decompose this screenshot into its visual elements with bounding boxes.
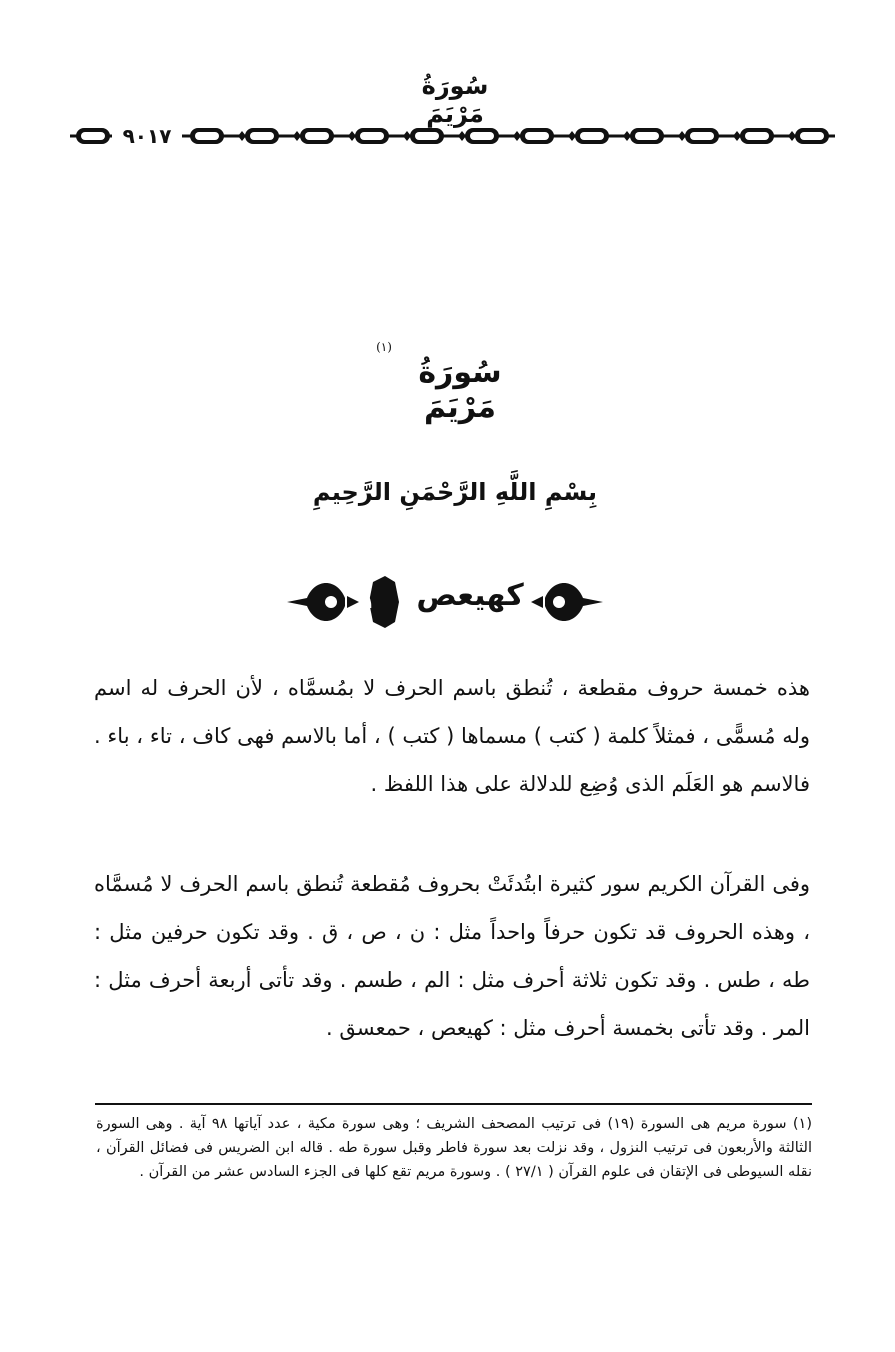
body-paragraph-2: وفى القرآن الكريم سور كثيرة ابتُدئَتْ بحروف مُقطعة تُنطق باسم الحرف لا مُسمَّاه ، وهذه الحروف قد تكون حرفاً واحداً مثل : ن ، ص ، ق . وقد تكون حرفين مثل : طه ، طس . وقد تكون ثلاثة أحرف مثل : الم ، طسم . وقد تأتى أربعة أحرف مثل : المر . وقد تأتى بخمسة أحرف مثل : كهيعص ، حمعسق . bbox=[94, 872, 810, 1040]
verse-text: كهيعص bbox=[416, 578, 524, 613]
verse-number: ١ bbox=[363, 592, 375, 613]
page-number: ٩٠١٧ bbox=[112, 122, 182, 150]
running-title: سُورَةُ مَرْيَمَ bbox=[421, 72, 489, 128]
footnote-divider bbox=[95, 1103, 812, 1105]
footnote: (١) سورة مريم هى السورة (١٩) فى ترتيب المصحف الشريف ؛ وهى سورة مكية ، عدد آياتها ٩٨ آية . وهى السورة الثالثة والأربعون فى ترتيب النزول ، وقد نزلت بعد سورة فاطر وقبل سورة طه . قاله ابن الضريس فى فضائل القرآن ، نقله السيوطى فى الإتقان فى علوم القرآن ( ٢٧/١ ) . وسورة مريم تقع كلها فى الجزء السادس عشر من القرآن . bbox=[96, 1116, 812, 1180]
footnote-reference: (١) bbox=[376, 340, 392, 354]
decorative-border bbox=[70, 122, 835, 150]
surah-title: سُورَةُ مَرْيَمَ bbox=[418, 355, 502, 425]
body-paragraph-1: هذه خمسة حروف مقطعة ، تُنطق باسم الحرف لا بمُسمَّاه ، لأن الحرف له اسم وله مُسمًّى ، فمثلاً كلمة ( كتب ) مسماها ( كتب ) ، أما بالاسم فهى كاف ، تاء ، باء . فالاسم هو العَلَم الذى وُضِع للدلالة على هذا اللفظ . bbox=[94, 676, 810, 796]
basmala: بِسْمِ اللَّهِ الرَّحْمَنِ الرَّحِيمِ bbox=[312, 478, 598, 506]
